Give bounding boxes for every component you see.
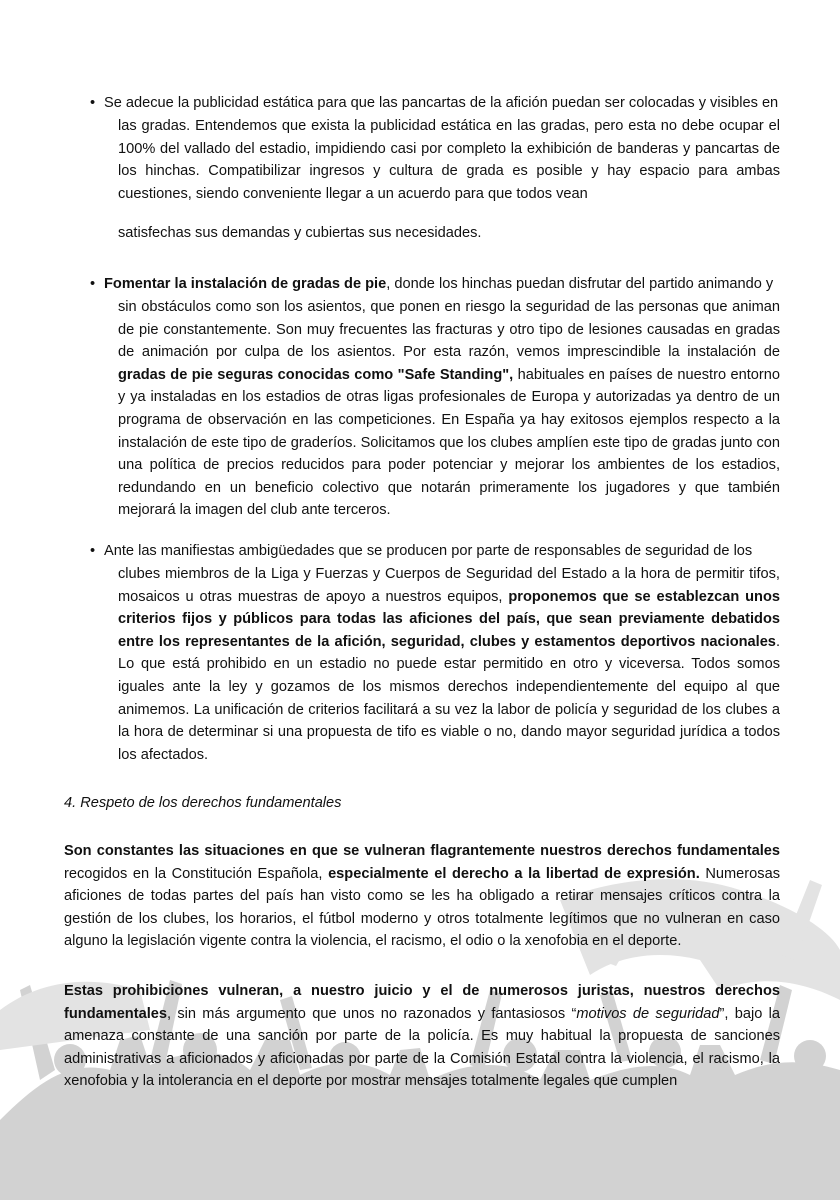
bullet-marker [90,92,104,115]
bullet-1-first-line: •Se adecue la publicidad estática para que las pancartas de la afición puedan ser colocadas y visibles en [90,92,780,115]
section-heading: 4. Respeto de los derechos fundamentales [64,795,342,811]
paragraph-2: Estas prohibiciones vulneran, a nuestro juicio y el de numerosos juristas, nuestros derechos fundamentales, sin más argumento que unos no razonados y fantasiosos “motivos de seguridad”, bajo la amenaza constante de una sanción por parte de la policía. Es muy habitual la propuesta de sanciones administrativas a aficionados y aficionadas por parte de la Comisión Estatal contra la violencia, el racismo, la xenofobia y la intolerancia en el deporte por mostrar mensajes totalmente legales que cumplen [64,983,780,1090]
bullet-3-continuation: clubes miembros de la Liga y Fuerzas y Cuerpos de Seguridad del Estado a la hora de permitir tifos, mosaicos u otras muestras de apoyo a nuestros equipos, proponemos que se establezcan unos criterios fijos y públicos para todas las aficiones del país, que sean previamente debatidos entre los representantes de la afición, seguridad, clubes y estamentos deportivos nacionales. Lo que está prohibido en un estadio no puede estar permitido en otro y viceversa. Todos somos iguales ante la ley y gozamos de los mismos derechos independientemente del equipo al que animemos. La unificación de criterios facilitará a su vez la labor de policía y seguridad de los clubes a la hora de determinar si una propuesta de tifo es viable o no, dando mayor seguridad jurídica a todos los afectados. [118,566,780,763]
bullet-2-first-line: •Fomentar la instalación de gradas de pie, donde los hinchas puedan disfrutar del partido animando y [90,273,780,296]
bullet-marker [90,540,104,563]
paragraph-1: Son constantes las situaciones en que se vulneran flagrantemente nuestros derechos fundamentales recogidos en la Constitución Española, especialmente el derecho a la libertad de expresión. Numerosas aficiones de todas partes del país han visto como se les ha obligado a retirar mensajes críticos contra la gestión de los clubes, los horarios, el fútbol moderno y otros totalmente legítimos que no vulneran en caso alguno la legislación vigente contra la violencia, el racismo, el odio o la xenofobia en el deporte. [64,843,780,950]
bullet-2-continuation: sin obstáculos como son los asientos, que ponen en riesgo la seguridad de las personas que animan de pie constantemente. Son muy frecuentes las fracturas y otro tipo de lesiones causadas en gradas de animación por culpa de los asientos. Por esta razón, vemos imprescindible la instalación de gradas de pie seguras conocidas como "Safe Standing", habituales en países de nuestro entorno y ya instaladas en los estadios de otras ligas profesionales de Europa y autorizadas ya dentro de un programa de observación en las competiciones. En España ya hay exitosos ejemplos respecto a la instalación de este tipo de graderíos. Solicitamos que los clubes amplíen este tipo de gradas junto con una política de precios reducidos para poder potenciar y mejorar los ambientes de los estadios, redundando en un beneficio colectivo que notarán primeramente los jugadores y que también mejorará la imagen del club ante terceros. [118,299,781,519]
bullet-marker [90,273,104,296]
bullet-1-continuation: las gradas. Entendemos que exista la publicidad estática en las gradas, pero esta no debe ocupar el 100% del vallado del estadio, impidiendo casi por completo la exhibición de banderas y pancartas de los hinchas. Compatibilizar ingresos y cultura de grada es posible y hay espacio para ambas cuestiones, siendo conveniente llegar a un acuerdo para que todos vean [118,118,780,202]
bullet-1-tail: satisfechas sus demandas y cubiertas sus necesidades. [118,225,482,241]
bullet-3-first-line: •Ante las manifiestas ambigüedades que se producen por parte de responsables de seguridad de los [90,540,780,563]
